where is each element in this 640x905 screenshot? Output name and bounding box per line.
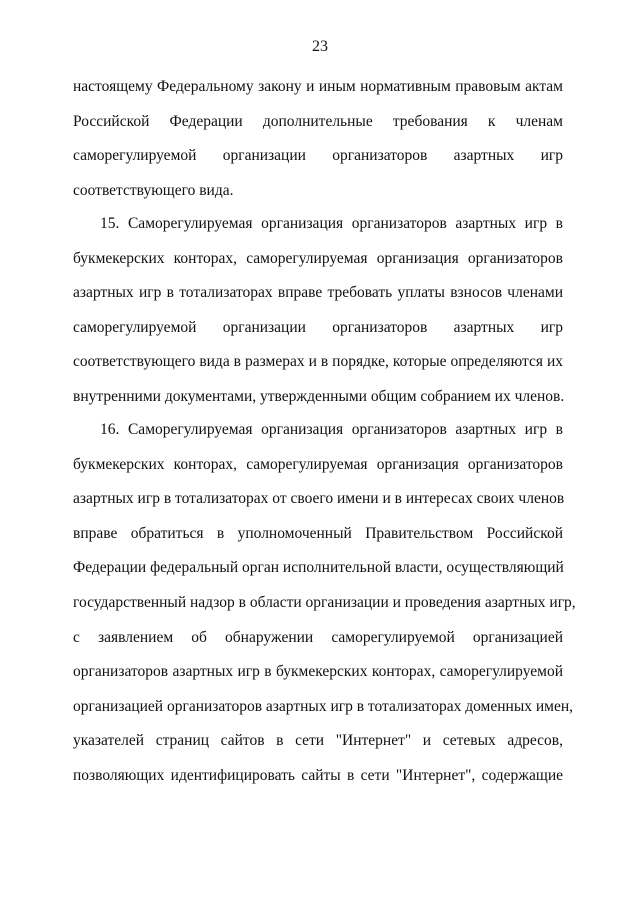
page-number: 23 xyxy=(312,38,328,55)
text-line: азартных игр в тотализаторах вправе требовать уплаты взносов членами xyxy=(73,284,563,302)
text-line: 16. Саморегулируемая организация организаторов азартных игр в xyxy=(100,421,563,438)
text-line: внутренними документами, утвержденными общим собранием их членов. xyxy=(73,387,565,405)
paragraph-continuation xyxy=(73,70,563,208)
text-line: Федерации федеральный орган исполнительной власти, осуществляющий xyxy=(73,559,564,577)
text-line: саморегулируемой организации организаторов азартных игр xyxy=(73,318,563,336)
text-line: вправе обратиться в уполномоченный Правительством Российской xyxy=(73,524,563,542)
text-line: букмекерских конторах, саморегулируемая организация организаторов xyxy=(73,249,563,267)
text-line: букмекерских конторах, саморегулируемая организация организаторов xyxy=(73,455,563,473)
text-line: соответствующего вида. xyxy=(73,181,234,199)
text-line: государственный надзор в области организации и проведения азартных игр, xyxy=(73,593,576,611)
text-line: организацией организаторов азартных игр в тотализаторах доменных имен, xyxy=(73,697,574,715)
text-line: указателей страниц сайтов в сети "Интернет" и сетевых адресов, xyxy=(73,732,563,750)
text-line: азартных игр в тотализаторах от своего имени и в интересах своих членов xyxy=(73,490,565,508)
text-line: 15. Саморегулируемая организация организаторов азартных игр в xyxy=(100,215,563,232)
text-line: организаторов азартных игр в букмекерских конторах, саморегулируемой xyxy=(73,663,563,681)
paragraph-16 xyxy=(73,413,576,794)
text-line: саморегулируемой организации организаторов азартных игр xyxy=(73,147,563,165)
text-line: настоящему Федеральному закону и иным нормативным правовым актам xyxy=(73,78,563,95)
text-line: соответствующего вида в размерах и в порядке, которые определяются их xyxy=(73,353,563,371)
paragraph-15 xyxy=(73,207,563,415)
text-line: с заявлением об обнаружении саморегулируемой организацией xyxy=(73,628,563,646)
text-line: позволяющих идентифицировать сайты в сети "Интернет", содержащие xyxy=(73,766,563,784)
text-line: Российской Федерации дополнительные требования к членам xyxy=(73,112,563,130)
